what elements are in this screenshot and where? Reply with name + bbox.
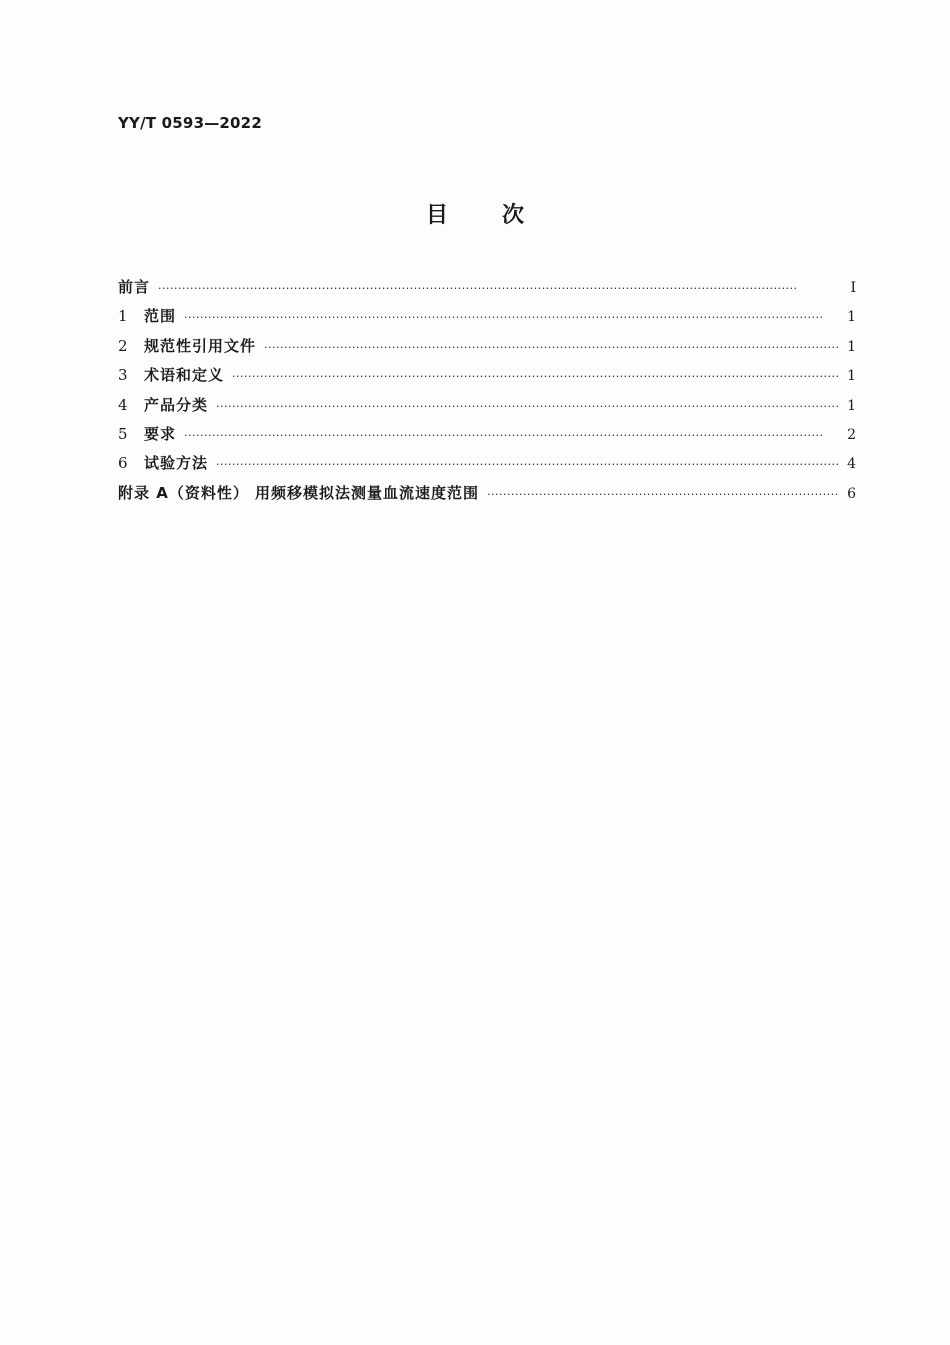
toc-entry-label: 范围 [144, 307, 177, 326]
toc-entry-page: 2 [847, 426, 856, 443]
toc-entry-scope[interactable] [118, 305, 856, 334]
toc-leader-dots [216, 458, 838, 471]
toc-entry-label: 要求 [144, 424, 177, 443]
toc-leader-dots [264, 341, 838, 354]
toc-leader-dots [216, 400, 838, 413]
toc-entry-annex-a[interactable] [118, 482, 856, 511]
toc-leader-dots [158, 282, 838, 295]
toc-leader-dots [232, 370, 838, 383]
standard-code: YY/T 0593—2022 [118, 114, 262, 132]
toc-entry-test-methods[interactable] [118, 452, 856, 481]
toc-entry-page: 4 [847, 456, 856, 473]
toc-entry-label: 试验方法 [144, 454, 209, 473]
toc-leader-dots [184, 311, 838, 324]
toc-entry-number: 1 [118, 307, 128, 326]
toc-entry-requirements[interactable] [118, 423, 856, 452]
toc-entry-normative-references[interactable] [118, 335, 856, 364]
toc-leader-dots [184, 429, 838, 442]
toc-entry-number: 2 [118, 336, 128, 355]
toc-entry-page: Ⅰ [850, 280, 856, 296]
toc-entry-number: 5 [118, 424, 128, 443]
toc-entry-label: 规范性引用文件 [144, 336, 257, 355]
toc-entry-label: 前言 [118, 278, 151, 296]
table-of-contents [118, 276, 856, 511]
toc-entry-page: 1 [847, 397, 856, 414]
toc-entry-number: 3 [118, 366, 128, 385]
toc-entry-label: 产品分类 [144, 395, 209, 414]
toc-entry-page: 1 [847, 338, 856, 355]
toc-entry-classification[interactable] [118, 394, 856, 423]
toc-entry-label: 术语和定义 [144, 366, 225, 385]
toc-entry-foreword[interactable] [118, 276, 856, 305]
toc-title-char-2: 次 [502, 203, 525, 228]
toc-entry-terms-definitions[interactable] [118, 364, 856, 393]
toc-entry-label: 附录 A（资料性） 用频移模拟法测量血流速度范围 [118, 483, 480, 502]
toc-entry-page: 1 [847, 309, 856, 326]
toc-leader-dots [487, 488, 838, 501]
toc-entry-number: 6 [118, 454, 128, 473]
toc-title [0, 198, 950, 229]
toc-entry-page: 1 [847, 368, 856, 385]
toc-title-char-1: 目 [425, 203, 448, 228]
toc-entry-page: 6 [847, 485, 856, 502]
toc-entry-number: 4 [118, 395, 128, 414]
